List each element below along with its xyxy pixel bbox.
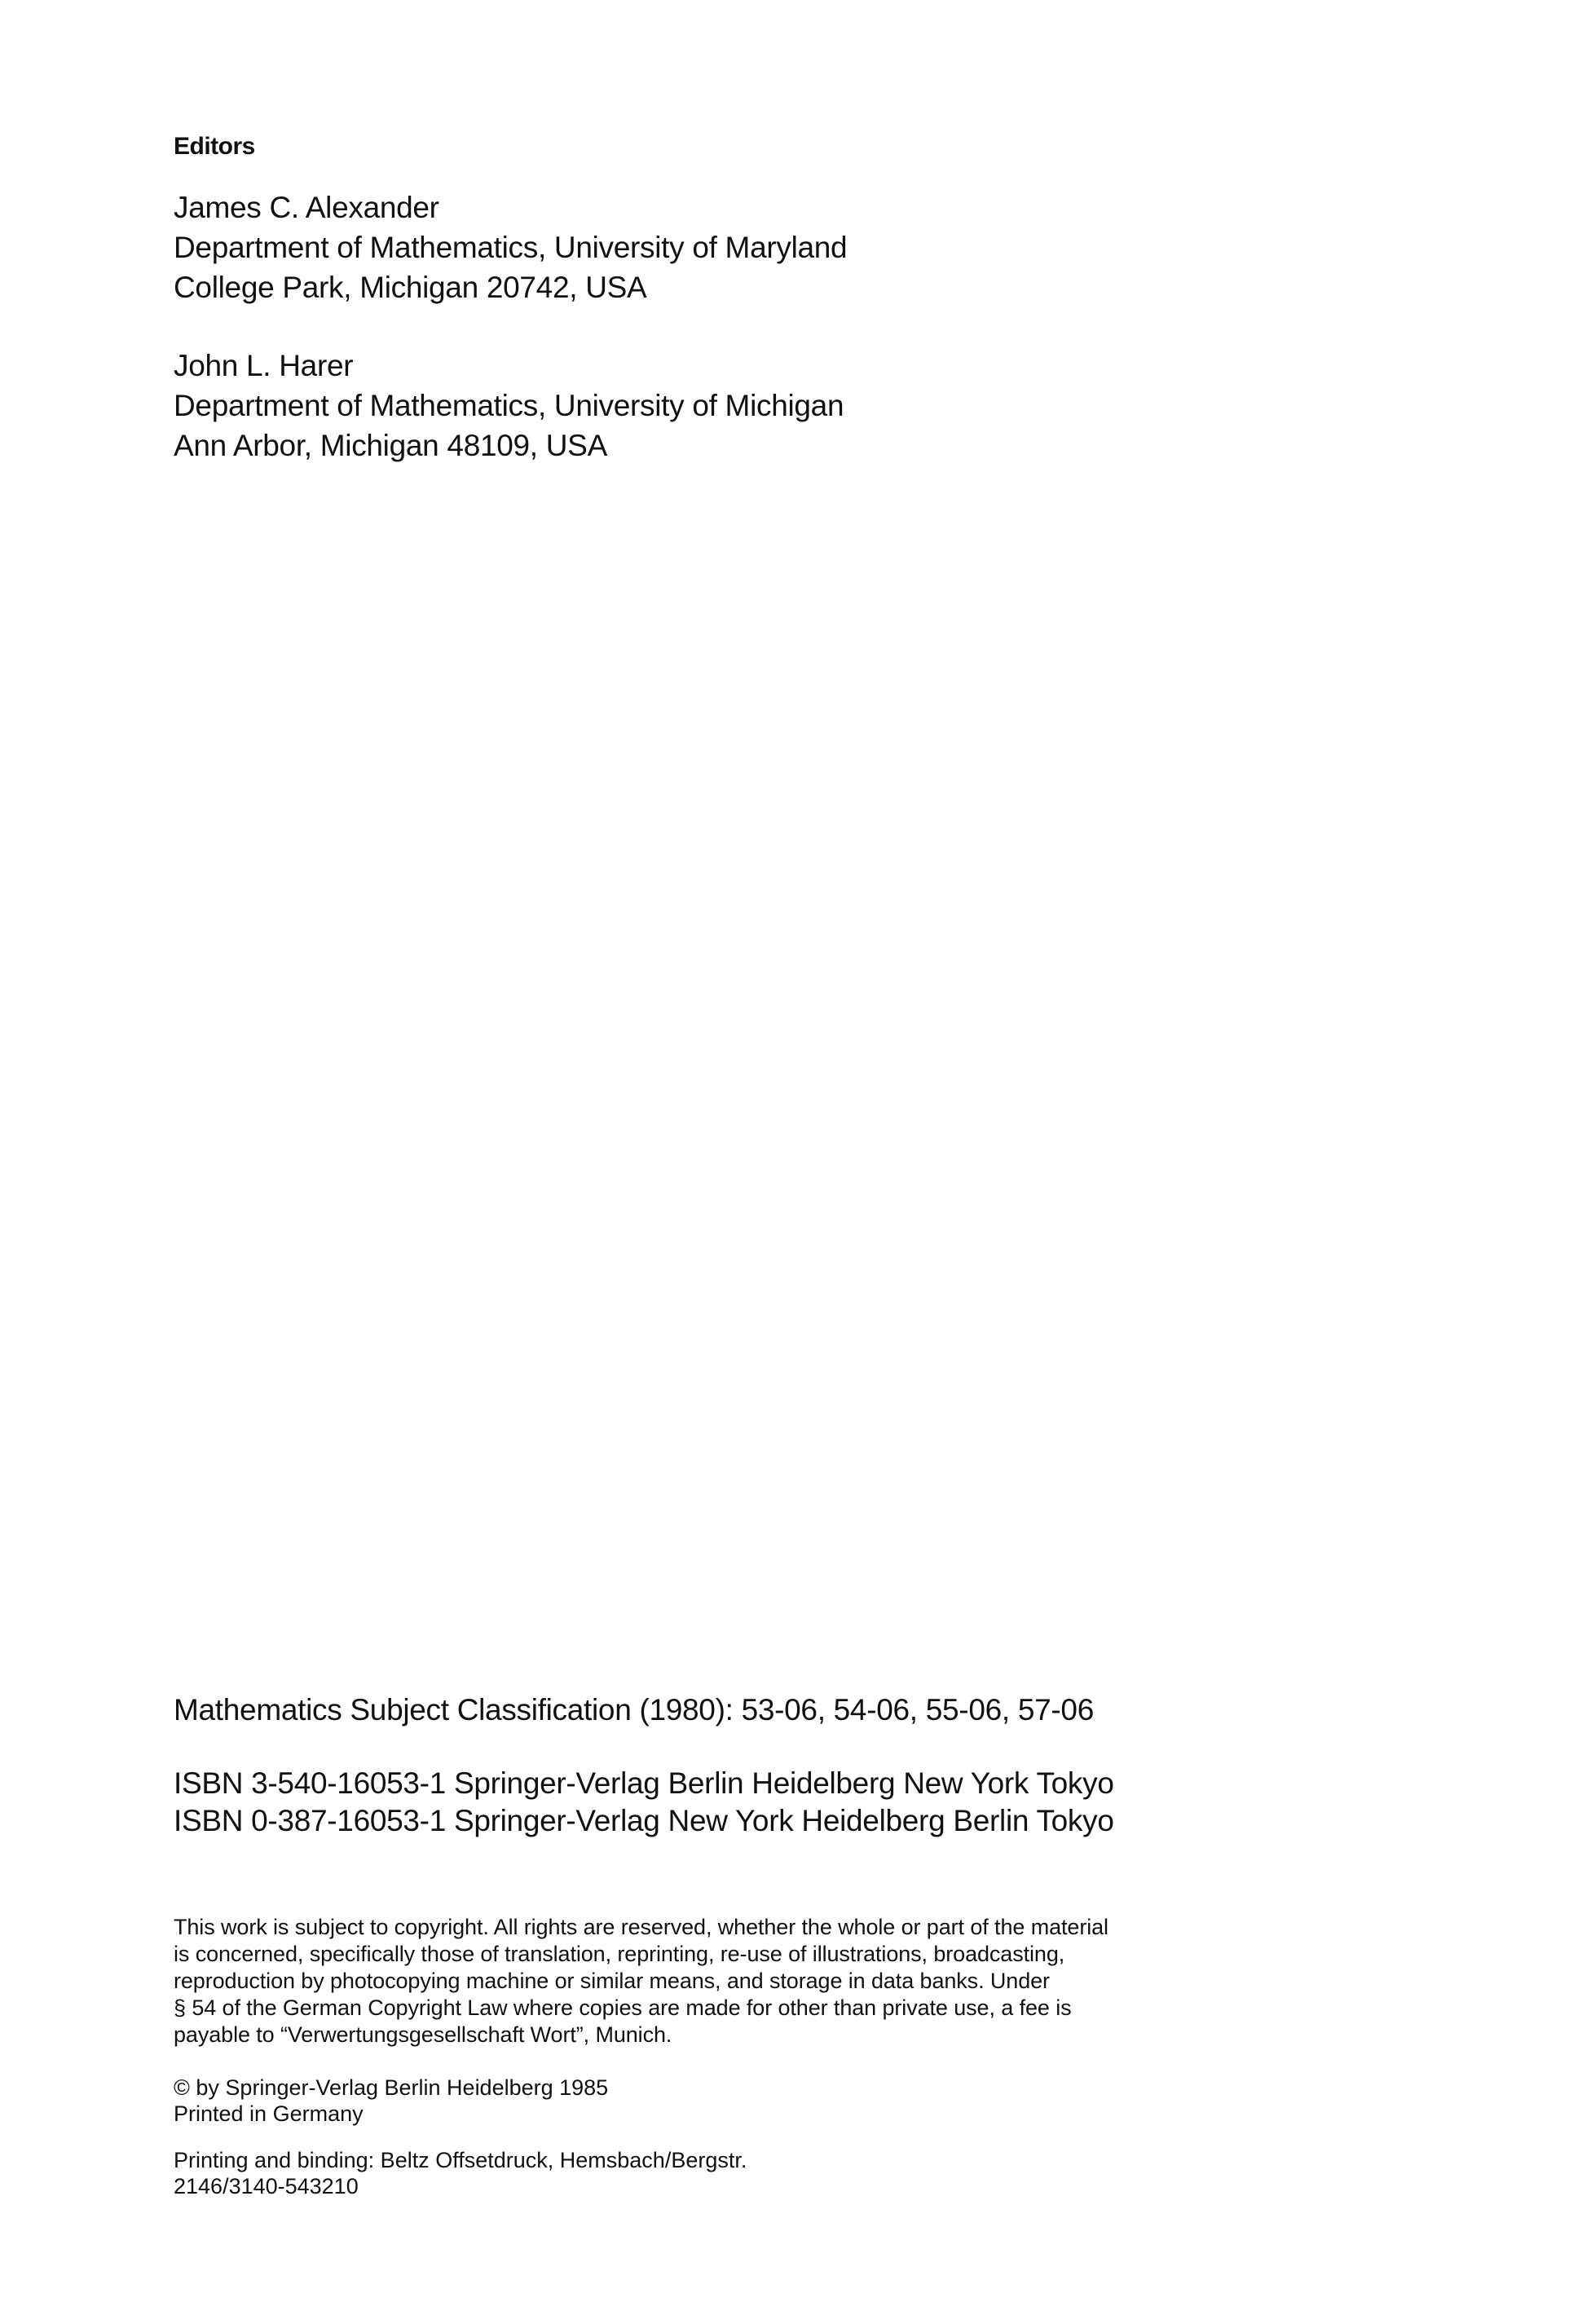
copyright-notice-line: This work is subject to copyright. All rights are reserved, whether the whole or part of the material <box>174 1915 1108 1939</box>
isbn-list <box>174 1765 1114 1840</box>
copyright-notice-line: payable to “Verwertungsgesellschaft Wort”, Munich. <box>174 2022 672 2047</box>
copyright-notice <box>174 1914 1266 2048</box>
print-code: 2146/3140-543210 <box>174 2174 359 2198</box>
editor-entry <box>174 346 844 465</box>
printing-binding-line: Printing and binding: Beltz Offsetdruck, Hemsbach/Bergstr. <box>174 2148 747 2172</box>
isbn-line: ISBN 3-540-16053-1 Springer-Verlag Berlin Heidelberg New York Tokyo <box>174 1766 1114 1800</box>
printed-in-line: Printed in Germany <box>174 2101 364 2126</box>
editors-heading: Editors <box>174 133 255 160</box>
copyright-notice-line: § 54 of the German Copyright Law where copies are made for other than private use, a fee is <box>174 1995 1072 2020</box>
imprint <box>174 2075 608 2127</box>
editor-department: Department of Mathematics, University of Maryland <box>174 231 848 264</box>
copyright-notice-line: reproduction by photocopying machine or similar means, and storage in data banks. Under <box>174 1969 1050 1993</box>
copyright-line: © by Springer-Verlag Berlin Heidelberg 1985 <box>174 2075 609 2100</box>
copyright-notice-line: is concerned, specifically those of translation, reprinting, re-use of illustrations, broadcasting, <box>174 1942 1065 1966</box>
editor-department: Department of Mathematics, University of Michigan <box>174 389 844 422</box>
editor-address: College Park, Michigan 20742, USA <box>174 271 647 304</box>
editor-entry <box>174 187 847 307</box>
editor-name: James C. Alexander <box>174 191 439 224</box>
editor-name: John L. Harer <box>174 349 354 382</box>
printing-info <box>174 2147 747 2199</box>
editor-address: Ann Arbor, Michigan 48109, USA <box>174 429 607 462</box>
subject-classification: Mathematics Subject Classification (1980): 53-06, 54-06, 55-06, 57-06 <box>174 1693 1094 1726</box>
isbn-line: ISBN 0-387-16053-1 Springer-Verlag New York Heidelberg Berlin Tokyo <box>174 1804 1114 1837</box>
